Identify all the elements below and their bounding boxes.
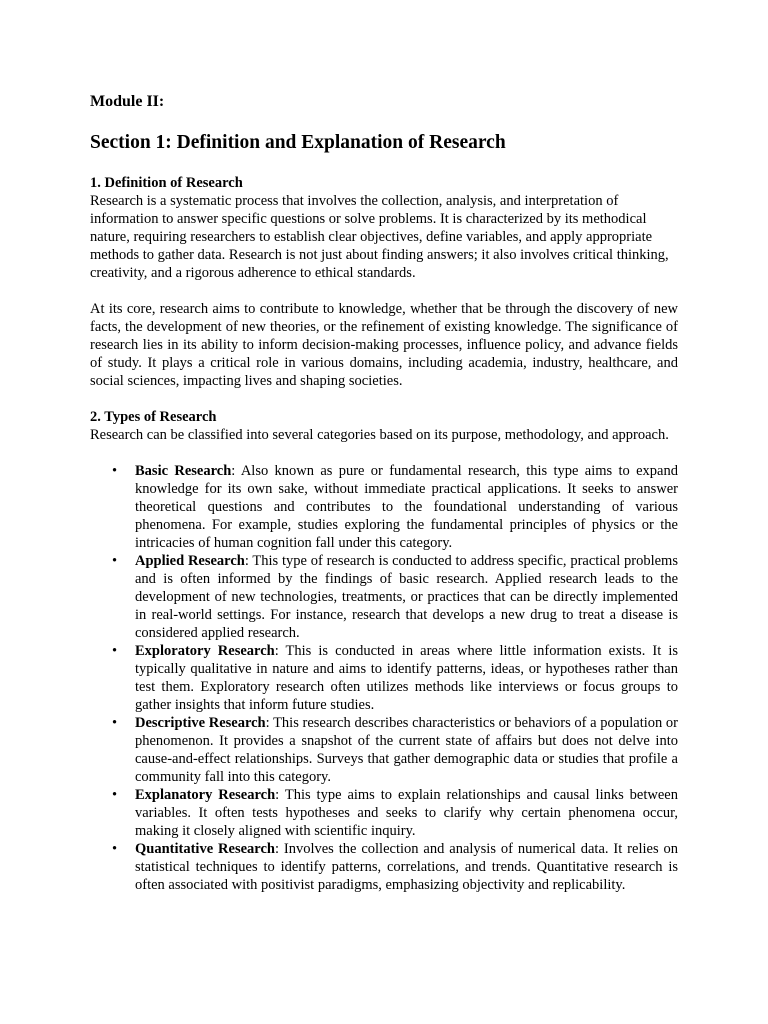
definition-paragraph-1: Research is a systematic process that involves the collection, analysis, and interpretation of information to answer specific questions or solve problems. It is characterized by its methodical nature, requiring researchers to establish clear objectives, define variables, and apply appropriate methods to gather data. Research is not just about finding answers; it also involves critical thinking, creativity, and a rigorous adherence to ethical standards. — [90, 193, 669, 281]
list-item — [90, 714, 678, 786]
list-item-text: : This is conducted in areas where little information exists. It is typically qualitative in nature and aims to identify patterns, ideas, or hypotheses rather than test them. Exploratory research often utilizes methods like interviews or focus groups to gather insights that inform future studies. — [135, 643, 679, 713]
bullet-icon: • — [112, 463, 118, 479]
paragraph-spacer — [90, 390, 678, 408]
list-item — [90, 462, 678, 552]
list-item-term: Exploratory Research — [135, 643, 275, 659]
list-item-term: Descriptive Research — [135, 715, 266, 731]
list-item — [90, 552, 678, 642]
list-item-text: : This type aims to explain relationships and causal links between variables. It often tests hypotheses and seeks to clarify why certain phenomena occur, making it closely aligned with scientific inquiry. — [135, 787, 678, 839]
list-item — [90, 786, 678, 840]
definition-paragraph-2: At its core, research aims to contribute to knowledge, whether that be through the discovery of new facts, the development of new theories, or the refinement of existing knowledge. The significance of research lies in its ability to inform decision-making processes, influence policy, and advance fields of study. It plays a critical role in various domains, including academia, industry, healthcare, and social sciences, impacting lives and shaping societies. — [90, 301, 678, 389]
bullet-icon: • — [112, 643, 118, 659]
list-item-text: : Involves the collection and analysis of numerical data. It relies on statistical techniques to identify patterns, correlations, and trends. Quantitative research is often associated with positivist paradigms, emphasizing objectivity and replicability. — [135, 841, 678, 893]
list-item — [90, 840, 678, 894]
list-item-term: Applied Research — [135, 553, 245, 569]
list-item-term: Basic Research — [135, 463, 232, 479]
list-item-text: : This type of research is conducted to address specific, practical problems and is often informed by the findings of basic research. Applied research leads to the development of new technologies, treatments, or practices that can be directly implemented in real-world settings. For instance, research that develops a new drug to treat a disease is considered applied research. — [135, 553, 678, 641]
bullet-icon: • — [112, 787, 118, 803]
bullet-icon: • — [112, 841, 118, 857]
list-item-text: : Also known as pure or fundamental research, this type aims to expand knowledge for its own sake, without immediate practical applications. It seeks to answer theoretical questions and contributes to the foundational understanding of various phenomena. For example, studies exploring the fundamental principles of physics or the intricacies of human cognition fall under this category. — [135, 463, 678, 551]
types-heading: 2. Types of Research — [90, 409, 217, 425]
section-title: Section 1: Definition and Explanation of Research — [90, 132, 506, 153]
research-types-list — [90, 462, 678, 894]
types-intro-paragraph: Research can be classified into several categories based on its purpose, methodology, and approach. — [90, 427, 669, 443]
definition-heading: 1. Definition of Research — [90, 175, 243, 191]
module-title: Module II: — [90, 93, 165, 110]
paragraph-spacer — [90, 282, 678, 300]
list-item-term: Quantitative Research — [135, 841, 275, 857]
paragraph-spacer — [90, 444, 678, 462]
list-item-term: Explanatory Research — [135, 787, 276, 803]
list-item — [90, 642, 678, 714]
document-page — [90, 92, 678, 894]
bullet-icon: • — [112, 553, 118, 569]
bullet-icon: • — [112, 715, 118, 731]
list-item-text: : This research describes characteristics or behaviors of a population or phenomenon. It provides a snapshot of the current state of affairs but does not delve into cause-and-effect relationships. Surveys that gather demographic data or studies that profile a community fall into this category. — [135, 715, 679, 785]
